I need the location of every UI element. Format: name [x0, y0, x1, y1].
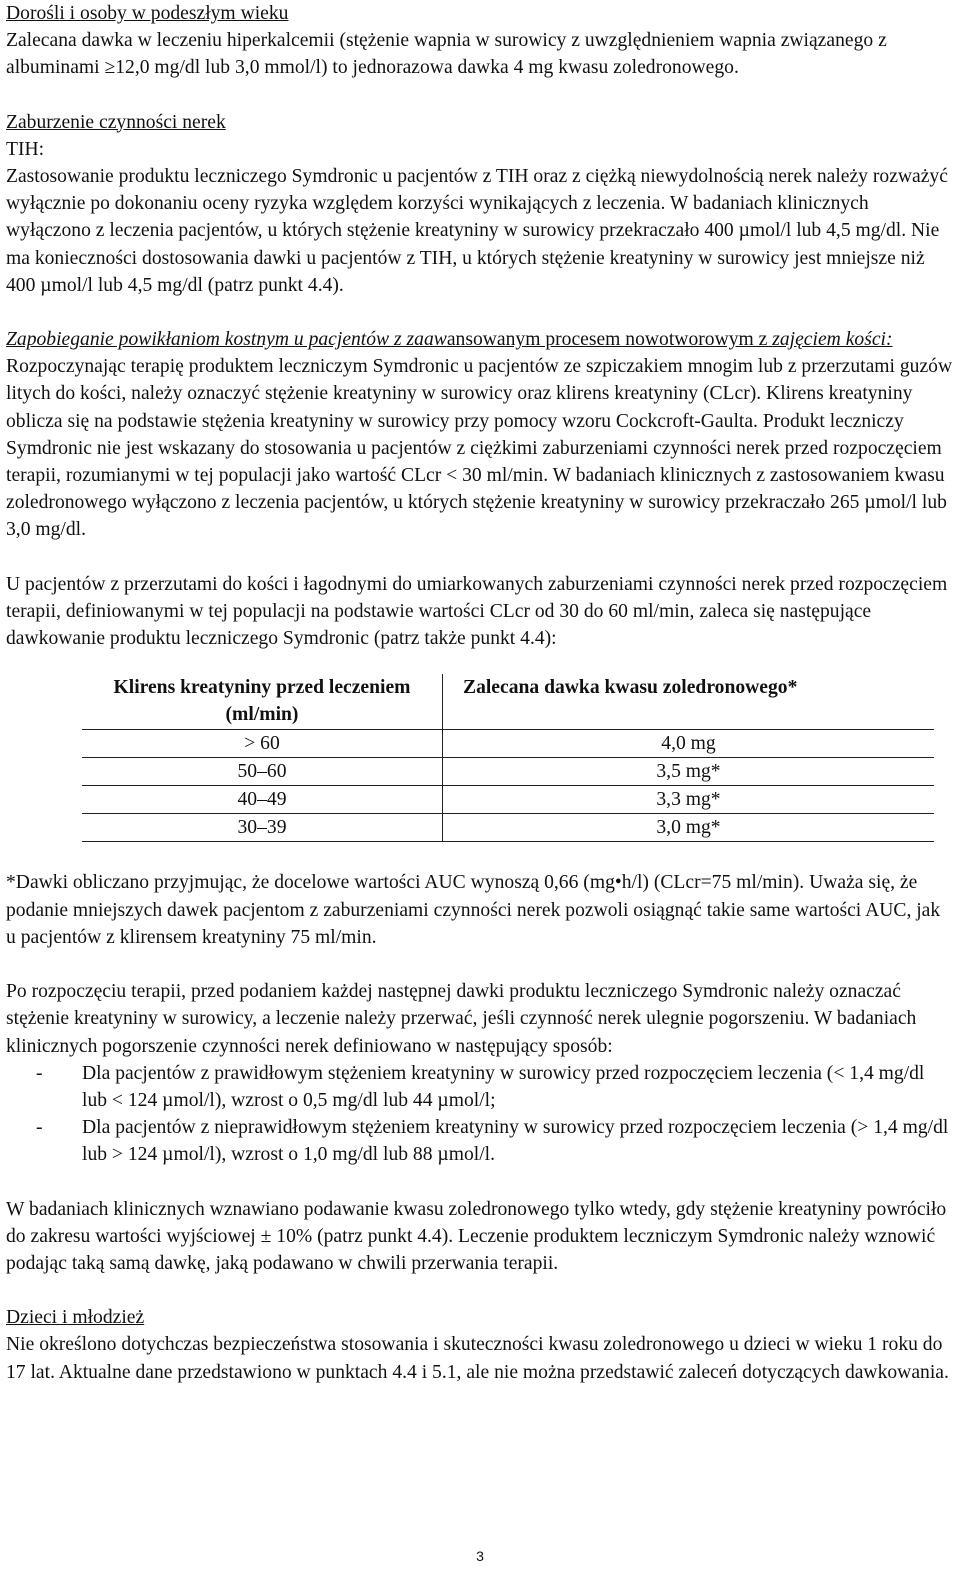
resume-paragraph: W badaniach klinicznych wznawiano podawanie kwasu zoledronowego tylko wtedy, gdy stężenie kreatyniny powróciło do zakresu wartości wyjściowej ± 10% (patrz punkt 4.4). Leczenie produktem leczniczym Symdronic należy wznowić podając taką samą dawkę, jaką podawano w chwili przerwania terapii.	[6, 1198, 947, 1274]
tih-label: TIH:	[6, 138, 45, 160]
prevention-heading-italic: Zapobieganie powikłaniom kostnym u pacjentów z zaaw	[6, 329, 447, 351]
page-number: 3	[476, 1548, 484, 1564]
table-cell-clcr: 40–49	[82, 786, 443, 814]
footnote-paragraph: *Dawki obliczano przyjmując, że docelowe wartości AUC wynoszą 0,66 (mg•h/l) (CLcr=75 ml/min). Uważa się, że podanie mniejszych dawek pacjentom z zaburzeniami czynności nerek pozwoli osiągnąć takie same wartości AUC, jak u pacjentów z klirensem kreatyniny 75 ml/min.	[6, 872, 941, 948]
table-cell-dose: 3,3 mg*	[443, 786, 935, 814]
mild-renal-paragraph: U pacjentów z przerzutami do kości i łagodnymi do umiarkowanych zaburzeniami czynności nerek przed rozpoczęciem terapii, definiowanymi w tej populacji na podstawie wartości CLcr od 30 do 60 ml/min, zaleca się następujące dawkowanie produktu leczniczego Symdronic (patrz także punkt 4.4):	[6, 573, 948, 650]
list-dash: -	[36, 1117, 43, 1139]
list-item	[6, 1114, 954, 1168]
table-cell-clcr: 50–60	[82, 757, 443, 785]
adults-heading: Dorośli i osoby w podeszłym wieku	[6, 3, 289, 24]
table-cell-dose: 3,0 mg*	[443, 814, 935, 842]
tih-paragraph: Zastosowanie produktu leczniczego Symdronic u pacjentów z TIH oraz z ciężką niewydolnością nerek należy rozważyć wyłącznie po dokonaniu oceny ryzyka względem korzyści wynikających z leczenia. W badaniach klinicznych wyłączono z leczenia pacjentów, u których stężenie kreatyniny w surowicy przekraczało 400 µmol/l lub 4,5 mg/dl. Nie ma konieczności dostosowania dawki u pacjentów z TIH, u których stężenie kreatyniny w surowicy jest mniejsze niż 400 µmol/l lub 4,5 mg/dl (patrz punkt 4.4).	[6, 166, 948, 296]
table-row	[82, 786, 934, 814]
list-item	[6, 1060, 954, 1114]
list-dash: -	[36, 1062, 43, 1084]
children-heading: Dzieci i młodzież	[6, 1307, 145, 1329]
renal-heading: Zaburzenie czynności nerek	[6, 111, 226, 133]
table-cell-clcr: > 60	[82, 729, 443, 757]
dose-table-header	[82, 674, 934, 729]
list-item-text: Dla pacjentów z prawidłowym stężeniem kreatyniny w surowicy przed rozpoczęciem leczenia (< 1,4 mg/dl lub < 124 µmol/l), wzrost o 0,5 mg/dl lub 44 µmol/l;	[82, 1062, 925, 1111]
prevention-heading-rest: ansowanym procesem nowotworowym z	[446, 329, 773, 351]
dose-table-header-clcr: Klirens kreatyniny przed leczeniem (ml/min)	[82, 674, 443, 729]
document-page	[6, 0, 954, 1386]
list-item-text: Dla pacjentów z nieprawidłowym stężeniem kreatyniny w surowicy przed rozpoczęciem leczenia (> 1,4 mg/dl lub > 124 µmol/l), wzrost o 1,0 mg/dl lub 88 µmol/l.	[82, 1117, 949, 1166]
prevention-heading-tail: zajęciem kości:	[772, 329, 893, 351]
prevention-paragraph: Rozpoczynając terapię produktem leczniczym Symdronic u pacjentów ze szpiczakiem mnogim lub z przerzutami guzów litych do kości, należy oznaczyć stężenie kreatyniny w surowicy oraz klirens kreatyniny (CLcr). Klirens kreatyniny oblicza się na podstawie stężenia kreatyniny w surowicy przy pomocy wzoru Cockcroft-Gaulta. Produkt leczniczy Symdronic nie jest wskazany do stosowania u pacjentów z ciężkimi zaburzeniami czynności nerek przed rozpoczęciem terapii, rozumianymi w tej populacji jako wartość CLcr < 30 ml/min. W badaniach klinicznych z zastosowaniem kwasu zoledronowego wyłączono z leczenia pacjentów, u których stężenie kreatyniny w surowicy przekraczało 265 µmol/l lub 3,0 mg/dl.	[6, 356, 953, 541]
prevention-heading	[6, 326, 954, 353]
monitoring-paragraph: Po rozpoczęciu terapii, przed podaniem każdej następnej dawki produktu leczniczego Symdronic należy oznaczać stężenie kreatyniny w surowicy, a leczenie należy przerwać, jeśli czynność nerek ulegnie pogorszeniu. W badaniach klinicznych pogorszenie czynności nerek definiowano w następujący sposób:	[6, 981, 917, 1057]
table-cell-dose: 3,5 mg*	[443, 757, 935, 785]
table-cell-clcr: 30–39	[82, 814, 443, 842]
dose-table	[82, 674, 934, 842]
dose-table-header-dose: Zalecana dawka kwasu zoledronowego*	[463, 677, 798, 699]
table-row	[82, 814, 934, 842]
table-row	[82, 757, 934, 785]
table-row	[82, 729, 934, 757]
adults-paragraph: Zalecana dawka w leczeniu hiperkalcemii (stężenie wapnia w surowicy z uwzględnieniem wapnia związanego z albuminami ≥12,0 mg/dl lub 3,0 mmol/l) to jednorazowa dawka 4 mg kwasu zoledronowego.	[6, 30, 887, 79]
children-paragraph: Nie określono dotychczas bezpieczeństwa stosowania i skuteczności kwasu zoledronowego u dzieci w wieku 1 roku do 17 lat. Aktualne dane przedstawiono w punktach 4.4 i 5.1, ale nie można przedstawić zaleceń dotyczących dawkowania.	[6, 1334, 949, 1383]
table-cell-dose: 4,0 mg	[443, 729, 935, 757]
